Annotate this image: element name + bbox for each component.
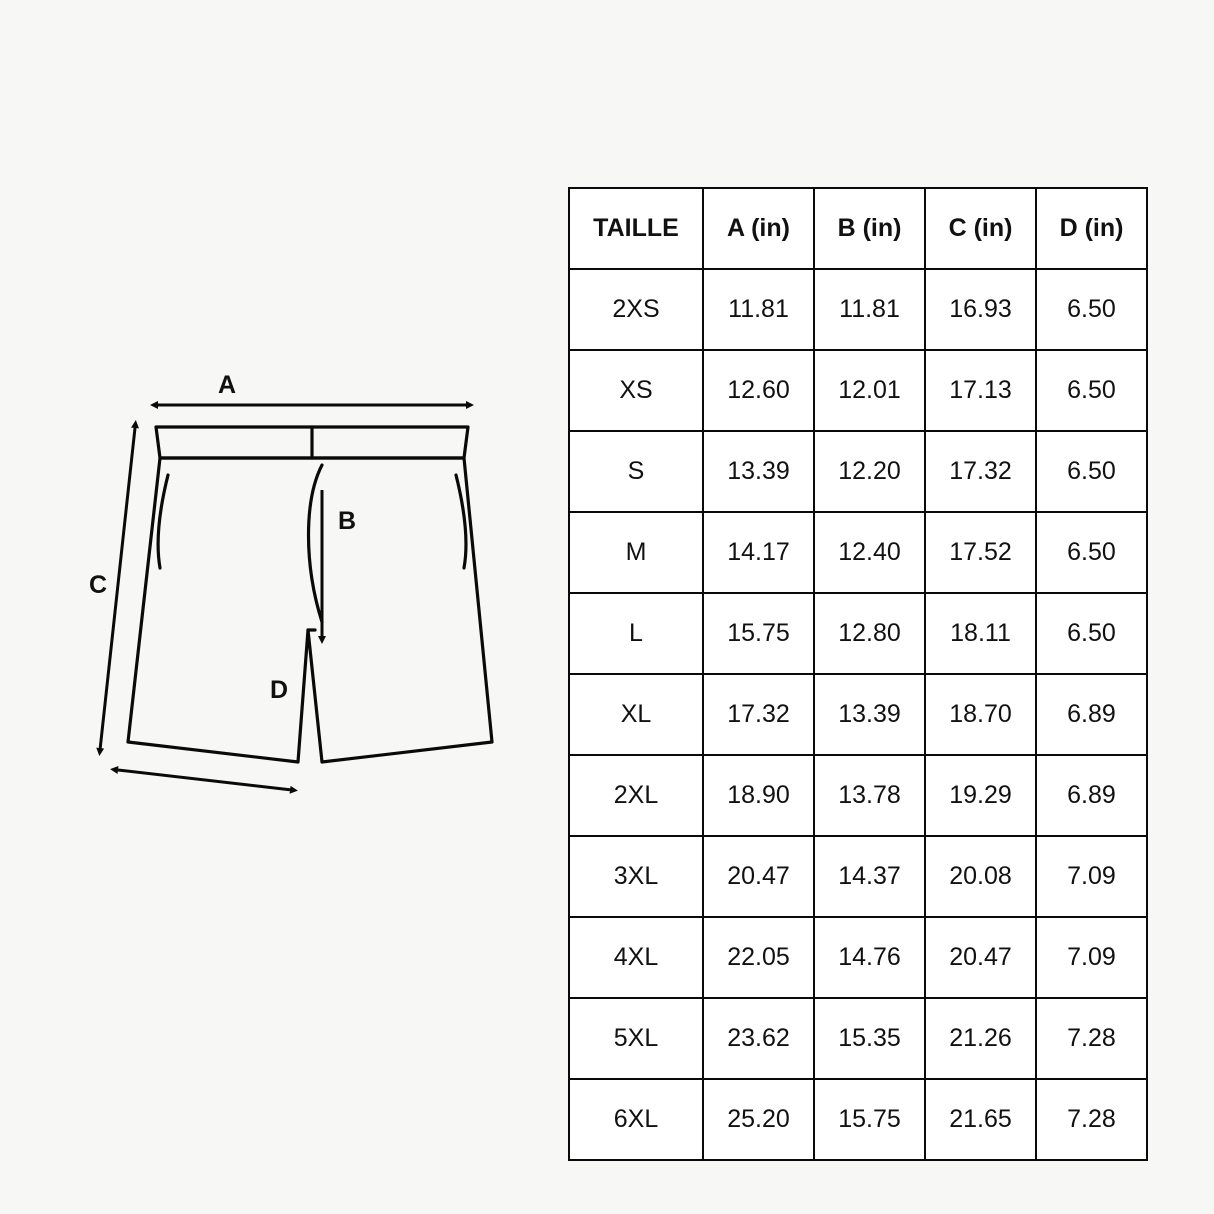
size-table	[568, 187, 1148, 1161]
cell-a: 11.81	[703, 269, 814, 350]
cell-a: 18.90	[703, 755, 814, 836]
col-header-size: TAILLE	[569, 188, 703, 269]
fly-seam	[309, 465, 323, 622]
table-row	[569, 431, 1147, 512]
cell-b: 13.78	[814, 755, 925, 836]
cell-a: 23.62	[703, 998, 814, 1079]
table-row	[569, 917, 1147, 998]
table-row	[569, 755, 1147, 836]
cell-b: 14.76	[814, 917, 925, 998]
cell-b: 15.75	[814, 1079, 925, 1160]
cell-a: 14.17	[703, 512, 814, 593]
dim-label-b: B	[337, 507, 357, 535]
right-pocket	[456, 475, 466, 568]
cell-a: 13.39	[703, 431, 814, 512]
cell-c: 17.13	[925, 350, 1036, 431]
cell-b: 12.01	[814, 350, 925, 431]
cell-d: 6.89	[1036, 755, 1147, 836]
cell-d: 7.09	[1036, 917, 1147, 998]
dim-label-c: C	[88, 571, 108, 599]
cell-size: 4XL	[569, 917, 703, 998]
cell-a: 22.05	[703, 917, 814, 998]
cell-c: 19.29	[925, 755, 1036, 836]
cell-d: 7.28	[1036, 1079, 1147, 1160]
cell-size: M	[569, 512, 703, 593]
table-body	[569, 269, 1147, 1160]
cell-d: 6.89	[1036, 674, 1147, 755]
dimension-lines	[100, 405, 468, 790]
cell-size: 5XL	[569, 998, 703, 1079]
dim-label-a: A	[217, 371, 237, 399]
cell-size: L	[569, 593, 703, 674]
cell-c: 16.93	[925, 269, 1036, 350]
cell-size: XL	[569, 674, 703, 755]
cell-size: 2XS	[569, 269, 703, 350]
cell-c: 20.08	[925, 836, 1036, 917]
cell-a: 20.47	[703, 836, 814, 917]
table-row	[569, 674, 1147, 755]
table-row	[569, 512, 1147, 593]
cell-a: 25.20	[703, 1079, 814, 1160]
cell-c: 17.52	[925, 512, 1036, 593]
cell-size: 6XL	[569, 1079, 703, 1160]
table-header-row	[569, 188, 1147, 269]
cell-d: 7.09	[1036, 836, 1147, 917]
table-row	[569, 593, 1147, 674]
cell-b: 15.35	[814, 998, 925, 1079]
size-table-container	[568, 187, 1146, 1161]
shorts-diagram	[60, 350, 530, 820]
cell-d: 7.28	[1036, 998, 1147, 1079]
cell-a: 15.75	[703, 593, 814, 674]
col-header-b: B (in)	[814, 188, 925, 269]
cell-b: 12.20	[814, 431, 925, 512]
cell-d: 6.50	[1036, 350, 1147, 431]
table-row	[569, 1079, 1147, 1160]
cell-c: 18.11	[925, 593, 1036, 674]
cell-b: 13.39	[814, 674, 925, 755]
cell-d: 6.50	[1036, 431, 1147, 512]
cell-c: 18.70	[925, 674, 1036, 755]
cell-d: 6.50	[1036, 269, 1147, 350]
cell-c: 20.47	[925, 917, 1036, 998]
cell-b: 14.37	[814, 836, 925, 917]
cell-a: 17.32	[703, 674, 814, 755]
table-row	[569, 998, 1147, 1079]
cell-c: 21.26	[925, 998, 1036, 1079]
table-row	[569, 836, 1147, 917]
table-row	[569, 350, 1147, 431]
cell-c: 17.32	[925, 431, 1036, 512]
cell-c: 21.65	[925, 1079, 1036, 1160]
shorts-outline-group	[128, 427, 492, 762]
col-header-c: C (in)	[925, 188, 1036, 269]
cell-size: 2XL	[569, 755, 703, 836]
cell-b: 12.40	[814, 512, 925, 593]
table-row	[569, 269, 1147, 350]
dim-d-line	[118, 770, 292, 790]
col-header-d: D (in)	[1036, 188, 1147, 269]
cell-b: 12.80	[814, 593, 925, 674]
dim-label-d: D	[269, 676, 289, 704]
cell-size: 3XL	[569, 836, 703, 917]
col-header-a: A (in)	[703, 188, 814, 269]
cell-size: XS	[569, 350, 703, 431]
cell-d: 6.50	[1036, 593, 1147, 674]
cell-size: S	[569, 431, 703, 512]
cell-a: 12.60	[703, 350, 814, 431]
cell-d: 6.50	[1036, 512, 1147, 593]
left-pocket	[158, 475, 168, 568]
cell-b: 11.81	[814, 269, 925, 350]
